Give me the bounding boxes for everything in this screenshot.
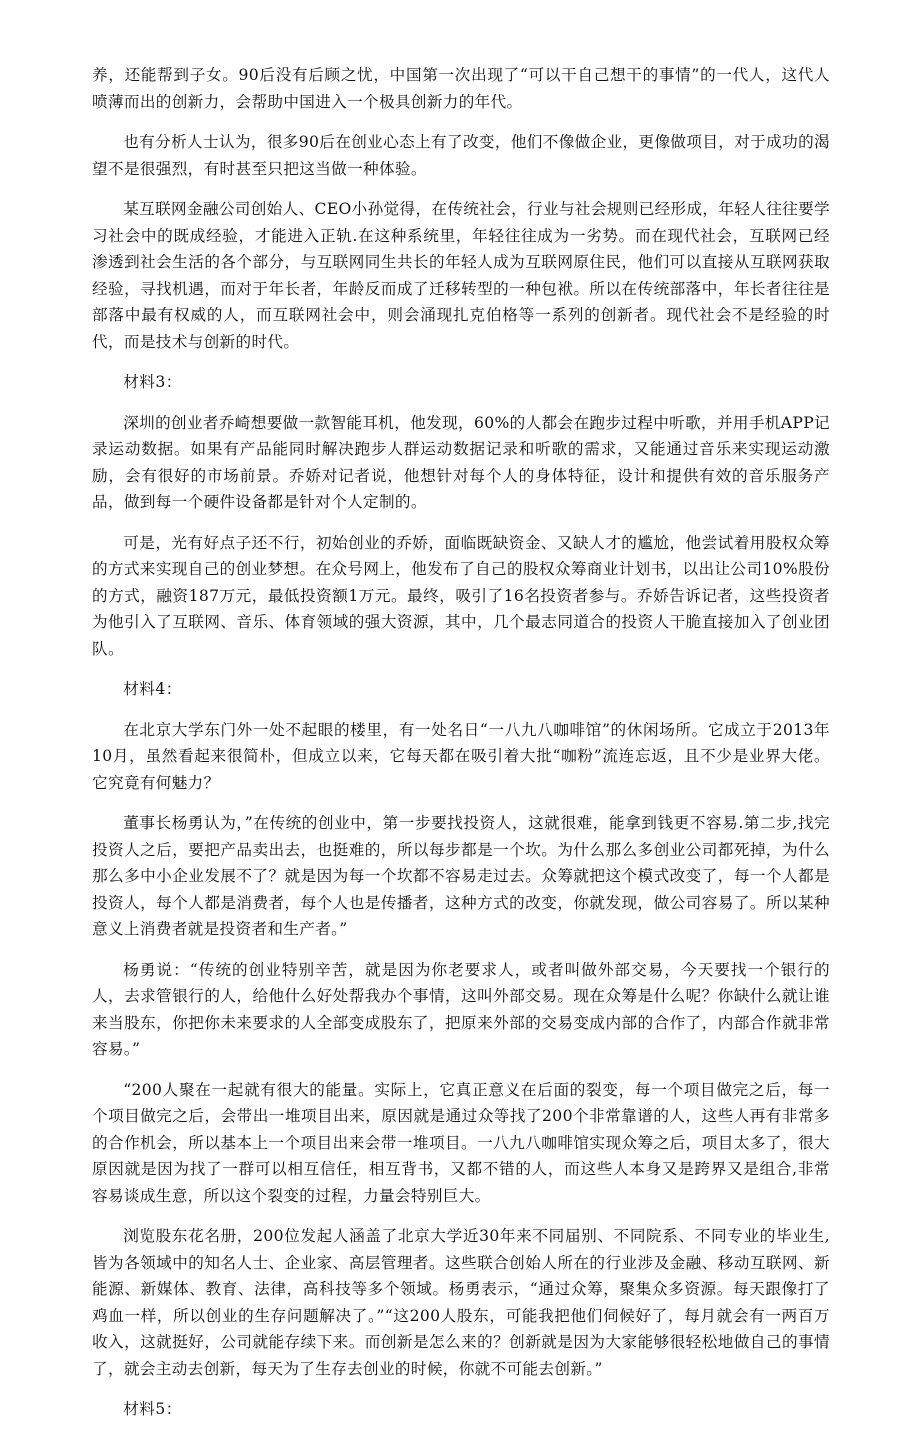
- section-heading-material-3: 材料3：: [123, 373, 182, 391]
- document-body: [92, 62, 830, 1437]
- paragraph: “200人聚在一起就有很大的能量。实际上，它真正意义在后面的裂变，每一个项目做完之后，每一个项目做完之后，会带出一堆项目出来，原因就是通过众等找了200个非常靠谱的人，这些人再有非常多的合作机会，所以基本上一个项目出来会带一堆项目。一八九八咖啡馆实现众筹之后，项目太多了，很大原因就是因为找了一群可以相互信任，相互背书，又都不错的人，而这些人本身又是跨界又是组合,非常容易谈成生意，所以这个裂变的过程，力量会特别巨大。: [92, 1080, 830, 1205]
- paragraph: 也有分析人士认为，很多90后在创业心态上有了改变，他们不像做企业，更像做项目，对于成功的渴望不是很强烈，有时甚至只把这当做一种体验。: [92, 133, 830, 178]
- section-heading-material-5: 材料5：: [123, 1400, 182, 1418]
- paragraph: 某互联网金融公司创始人、CEO小孙觉得，在传统社会，行业与社会规则已经形成，年轻人往往要学习社会中的既成经验，才能进入正轨.在这种系统里，年轻往往成为一劣势。而在现代社会，互联网已经渗透到社会生活的各个部分，与互联网同生共长的年轻人成为互联网原住民，他们可以直接从互联网获取经验，寻找机遇，而对于年长者，年龄反而成了迁移转型的一种包袱。所以在传统部落中，年长者往往是部落中最有权威的人，而互联网社会中，则会涌现扎克伯格等一系列的创新者。现代社会不是经验的时代，而是技术与创新的时代。: [92, 200, 830, 351]
- paragraph: 杨勇说：“传统的创业特别辛苦，就是因为你老要求人，或者叫做外部交易，今天要找一个银行的人，去求管银行的人，给他什么好处帮我办个事情，这叫外部交易。现在众筹是什么呢？你缺什么就让谁来当股东，你把你未来要求的人全部变成股东了，把原来外部的交易变成内部的合作了，内部合作就非常容易。”: [92, 960, 830, 1058]
- paragraph: 董事长杨勇认为，”在传统的创业中，第一步要找投资人，这就很难，能拿到钱更不容易.第二步,找完投资人之后，要把产品卖出去，也挺难的，所以每步都是一个坎。为什么那么多创业公司都死掉，为什么那么多中小企业发展不了？就是因为每一个坎都不容易走过去。众筹就把这个模式改变了，每一个人都是投资人，每个人都是消费者，每个人也是传播者，这种方式的改变，你就发现，做公司容易了。所以某种意义上消费者就是投资者和生产者。”: [92, 814, 830, 938]
- paragraph: 可是，光有好点子还不行，初始创业的乔娇，面临既缺资金、又缺人才的尴尬，他尝试着用股权众筹的方式来实现自己的创业梦想。在众号网上，他发布了自己的股权众筹商业计划书，以出让公司10%股份的方式，融资187万元，最低投资额1万元。最终，吸引了16名投资者参与。乔娇告诉记者，这些投资者为他引入了互联网、音乐、体育领域的强大资源，其中，几个最志同道合的投资人干脆直接加入了创业团队。: [92, 533, 830, 658]
- section-heading-material-4: 材料4：: [123, 680, 182, 698]
- paragraph: 深圳的创业者乔崎想要做一款智能耳机，他发现，60%的人都会在跑步过程中听歌，并用手机APP记录运动数据。如果有产品能同时解决跑步人群运动数据记录和听歌的需求，又能通过音乐来实现运动激励，会有很好的市场前景。乔娇对记者说，他想针对每个人的身体特征，设计和提供有效的音乐服务产品，做到每一个硬件设备都是针对个人定制的。: [92, 413, 830, 511]
- paragraph-continuation: 养，还能帮到子女。90后没有后顾之忧，中国第一次出现了“可以干自己想干的事情”的一代人，这代人喷薄而出的创新力，会帮助中国进入一个极具创新力的年代。: [92, 66, 830, 111]
- paragraph: 浏览股东花名册，200位发起人涵盖了北京大学近30年来不同届别、不同院系、不同专业的毕业生,皆为各领域中的知名人士、企业家、高层管理者。这些联合创始人所在的行业涉及金融、移动互联网、新能源、新媒体、教育、法律，高科技等多个领域。杨勇表示，“通过众筹，聚集众多资源。每天跟像打了鸡血一样，所以创业的生存问题解决了。”“这200人股东，可能我把他们伺候好了，每月就会有一两百万收入，这就挺好，公司就能存续下来。而创新是怎么来的？创新就是因为大家能够很轻松地做自己的事情了，就会主动去创新，每天为了生存去创业的时候，你就不可能去创新。”: [92, 1227, 830, 1378]
- paragraph: 在北京大学东门外一处不起眼的楼里，有一处名日“一八九八咖啡馆”的休闲场所。它成立于2013年10月，虽然看起来很简朴，但成立以来，它每天都在吸引着大批“咖粉”流连忘返，且不少是业界大佬。它究竟有何魅力？: [92, 720, 830, 792]
